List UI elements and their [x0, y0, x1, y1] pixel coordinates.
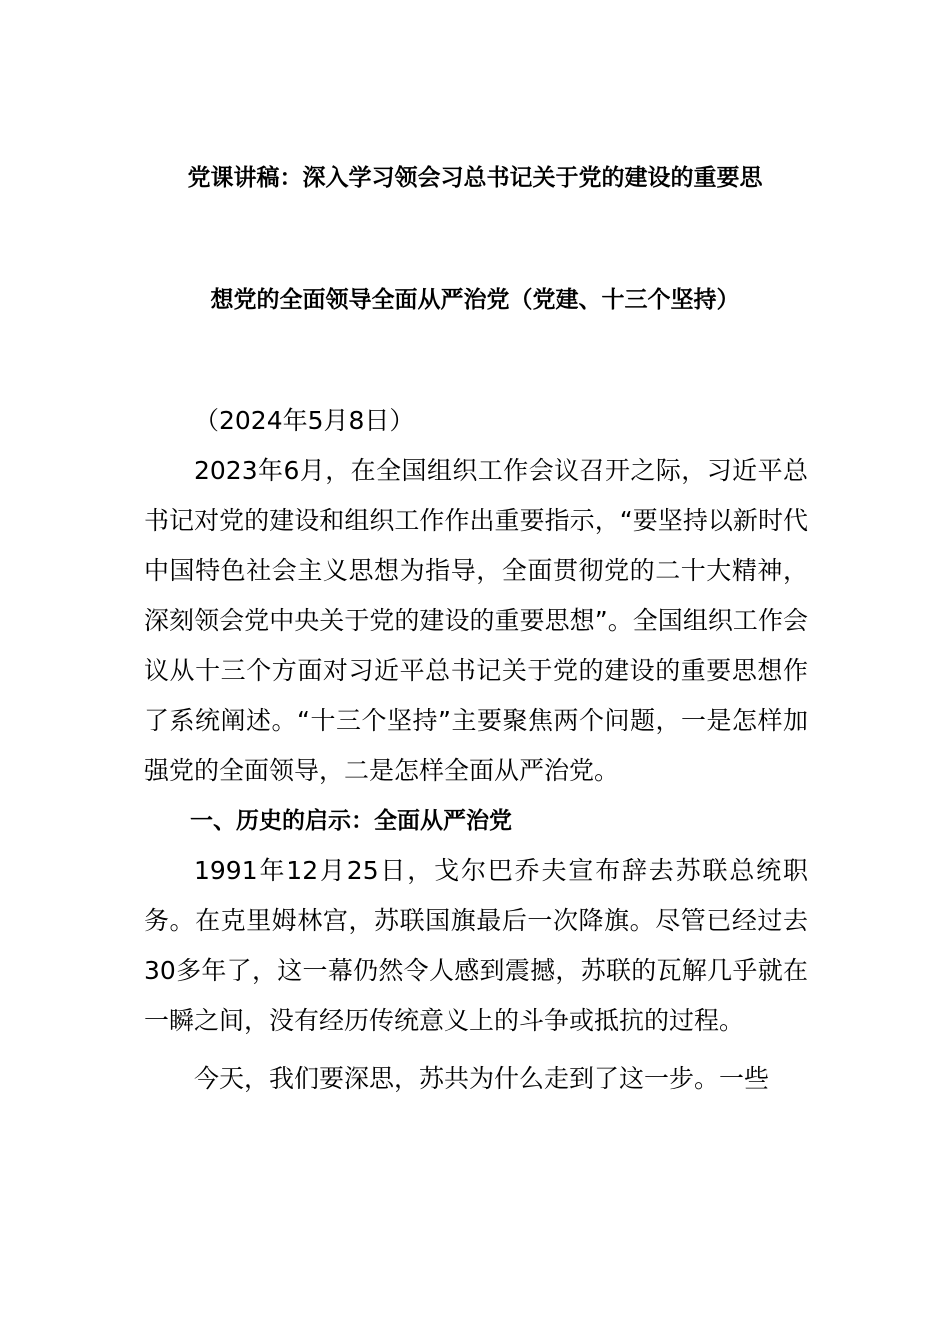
document-title-line-2: 想党的全面领导全面从严治党（党建、十三个坚持） [210, 287, 740, 313]
document-title-line-1: 党课讲稿：深入学习领会习总书记关于党的建设的重要思 [187, 165, 763, 191]
document-body [144, 396, 808, 1104]
document-date: （2024年5月8日） [194, 406, 415, 435]
section-heading-1: 一、历史的启示：全面从严治党 [190, 808, 512, 834]
paragraph-intro: 2023年6月，在全国组织工作会议召开之际，习近平总书记对党的建设和组织工作作出重要指示，“要坚持以新时代中国特色社会主义思想为指导，全面贯彻党的二十大精神，深刻领会党中央关于党的建设的重要思想”。全国组织工作会议从十三个方面对习近平总书记关于党的建设的重要思想作了系统阐述。“十三个坚持”主要聚焦两个问题，一是怎样加强党的全面领导，二是怎样全面从严治党。 [144, 456, 808, 785]
paragraph-history: 1991年12月25日，戈尔巴乔夫宣布辞去苏联总统职务。在克里姆林宫，苏联国旗最后一次降旗。尽管已经过去30多年了，这一幕仍然令人感到震撼，苏联的瓦解几乎就在一瞬之间，没有经历传统意义上的斗争或抵抗的过程。 [144, 856, 808, 1035]
paragraph-reflection: 今天，我们要深思，苏共为什么走到了这一步。一些 [194, 1064, 770, 1093]
